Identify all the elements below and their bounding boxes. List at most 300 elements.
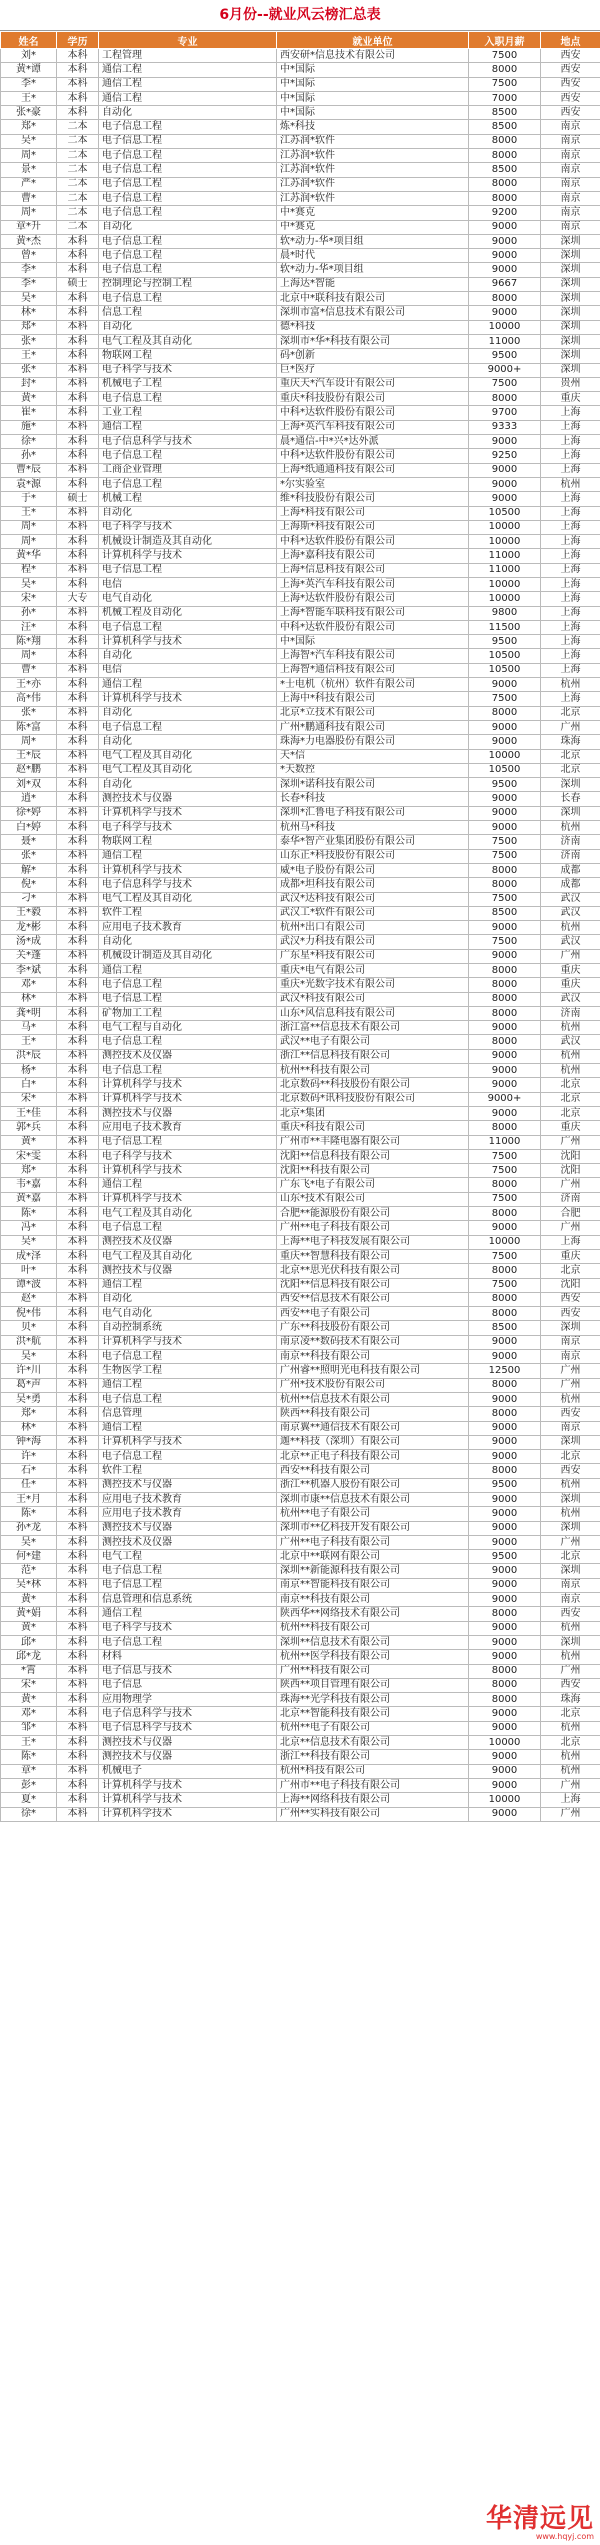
- cell-employer: *士电机（杭州）软件有限公司: [277, 678, 469, 692]
- cell-employer: 上海智*汽车科技有限公司: [277, 649, 469, 663]
- table-row: [1, 1521, 600, 1535]
- cell-degree: 本科: [57, 863, 99, 877]
- table-row: [1, 1378, 600, 1392]
- cell-name: 孙*龙: [1, 1521, 57, 1535]
- cell-major: 通信工程: [99, 420, 277, 434]
- cell-name: 逍*: [1, 792, 57, 806]
- cell-salary: 8000: [469, 1292, 541, 1306]
- cell-employer: 浙江**信息科技有限公司: [277, 1049, 469, 1063]
- cell-degree: 本科: [57, 663, 99, 677]
- table-row: [1, 1249, 600, 1263]
- cell-salary: 9000: [469, 1392, 541, 1406]
- table-row: [1, 449, 600, 463]
- table-row: [1, 1607, 600, 1621]
- cell-major: 电子信息工程: [99, 1450, 277, 1464]
- cell-major: 电气工程及其自动化: [99, 1249, 277, 1263]
- cell-location: 南京: [541, 134, 600, 148]
- cell-name: 吴*: [1, 1535, 57, 1549]
- cell-degree: 本科: [57, 334, 99, 348]
- cell-name: 吴*: [1, 1350, 57, 1364]
- cell-employer: 广东飞*电子有限公司: [277, 1178, 469, 1192]
- cell-location: 上海: [541, 577, 600, 591]
- cell-major: 信息工程: [99, 306, 277, 320]
- table-row: [1, 1064, 600, 1078]
- cell-employer: 北京**思光伏科技有限公司: [277, 1264, 469, 1278]
- cell-degree: 本科: [57, 1092, 99, 1106]
- table-row: [1, 563, 600, 577]
- cell-major: 通信工程: [99, 1178, 277, 1192]
- cell-degree: 本科: [57, 1492, 99, 1506]
- cell-location: 西安: [541, 1407, 600, 1421]
- cell-name: 袁*源: [1, 477, 57, 491]
- cell-name: 徐*: [1, 1807, 57, 1821]
- cell-salary: 9000+: [469, 363, 541, 377]
- cell-major: 电子信息工程: [99, 292, 277, 306]
- cell-major: 工业工程: [99, 406, 277, 420]
- cell-location: 合肥: [541, 1207, 600, 1221]
- cell-degree: 大专: [57, 592, 99, 606]
- cell-name: 张*: [1, 849, 57, 863]
- cell-name: 王*亦: [1, 678, 57, 692]
- cell-name: 关*蓬: [1, 949, 57, 963]
- cell-degree: 本科: [57, 1307, 99, 1321]
- table-row: [1, 234, 600, 248]
- cell-major: 电气工程及其自动化: [99, 334, 277, 348]
- cell-major: 自动化: [99, 220, 277, 234]
- table-row: [1, 1264, 600, 1278]
- cell-major: 电子信息工程: [99, 978, 277, 992]
- table-row: [1, 863, 600, 877]
- table-row: [1, 1807, 600, 1821]
- cell-employer: 北京**智能科技有限公司: [277, 1707, 469, 1721]
- table-row: [1, 1335, 600, 1349]
- cell-employer: 武汉*达科技有限公司: [277, 892, 469, 906]
- table-row: [1, 1764, 600, 1778]
- cell-employer: 杭州**电子有限公司: [277, 1507, 469, 1521]
- cell-name: 李*: [1, 77, 57, 91]
- cell-salary: 7500: [469, 892, 541, 906]
- cell-name: 徐*: [1, 435, 57, 449]
- cell-degree: 本科: [57, 1764, 99, 1778]
- cell-salary: 9000: [469, 1564, 541, 1578]
- cell-degree: 本科: [57, 563, 99, 577]
- cell-name: 赵*: [1, 1292, 57, 1306]
- cell-degree: 本科: [57, 649, 99, 663]
- table-row: [1, 1507, 600, 1521]
- cell-degree: 本科: [57, 1464, 99, 1478]
- cell-salary: 10500: [469, 763, 541, 777]
- cell-location: 南京: [541, 177, 600, 191]
- cell-major: 通信工程: [99, 1278, 277, 1292]
- cell-location: 上海: [541, 535, 600, 549]
- cell-salary: 9000: [469, 806, 541, 820]
- cell-location: 西安: [541, 91, 600, 105]
- cell-employer: 武汉工*软件有限公司: [277, 906, 469, 920]
- cell-name: 王*: [1, 91, 57, 105]
- cell-degree: 本科: [57, 463, 99, 477]
- table-row: [1, 77, 600, 91]
- table-row: [1, 1450, 600, 1464]
- cell-location: 西安: [541, 1607, 600, 1621]
- cell-location: 济南: [541, 849, 600, 863]
- cell-location: 北京: [541, 1450, 600, 1464]
- table-row: [1, 1035, 600, 1049]
- table-row: [1, 463, 600, 477]
- cell-location: 西安: [541, 1678, 600, 1692]
- cell-degree: 本科: [57, 620, 99, 634]
- cell-name: 邱*龙: [1, 1650, 57, 1664]
- cell-name: 郑*: [1, 120, 57, 134]
- cell-location: 南京: [541, 120, 600, 134]
- cell-degree: 本科: [57, 1006, 99, 1020]
- cell-major: 电子信息工程: [99, 992, 277, 1006]
- table-row: [1, 1021, 600, 1035]
- cell-major: 测控技术与仪器: [99, 1478, 277, 1492]
- cell-salary: 9000: [469, 1750, 541, 1764]
- cell-name: 郭*兵: [1, 1121, 57, 1135]
- table-row: [1, 1435, 600, 1449]
- cell-employer: 江苏润*软件: [277, 134, 469, 148]
- cell-major: 电气工程及其自动化: [99, 763, 277, 777]
- cell-employer: *天数控: [277, 763, 469, 777]
- cell-salary: 9000: [469, 306, 541, 320]
- cell-location: 北京: [541, 706, 600, 720]
- cell-location: 珠海: [541, 735, 600, 749]
- cell-salary: 11500: [469, 620, 541, 634]
- cell-name: 刁*: [1, 892, 57, 906]
- cell-salary: 10000: [469, 320, 541, 334]
- cell-location: 南京: [541, 163, 600, 177]
- cell-major: 应用电子技术教育: [99, 1492, 277, 1506]
- cell-salary: 8000: [469, 149, 541, 163]
- cell-location: 沈阳: [541, 1149, 600, 1163]
- cell-salary: 8500: [469, 163, 541, 177]
- table-row: [1, 1535, 600, 1549]
- cell-salary: 11000: [469, 549, 541, 563]
- cell-degree: 本科: [57, 792, 99, 806]
- table-row: [1, 177, 600, 191]
- table-row: [1, 720, 600, 734]
- cell-name: 孙*: [1, 449, 57, 463]
- cell-location: 上海: [541, 635, 600, 649]
- table-row: [1, 1207, 600, 1221]
- cell-degree: 本科: [57, 1421, 99, 1435]
- cell-salary: 9000: [469, 792, 541, 806]
- cell-major: 电气工程与自动化: [99, 1021, 277, 1035]
- cell-location: 广州: [541, 1778, 600, 1792]
- cell-major: 电子信息工程: [99, 134, 277, 148]
- cell-salary: 8000: [469, 1307, 541, 1321]
- cell-name: 黄*: [1, 1135, 57, 1149]
- cell-location: 北京: [541, 1707, 600, 1721]
- cell-location: 杭州: [541, 1049, 600, 1063]
- cell-salary: 9800: [469, 606, 541, 620]
- cell-employer: 武汉*力科技有限公司: [277, 935, 469, 949]
- cell-name: 许*川: [1, 1364, 57, 1378]
- cell-employer: 重庆天*汽车设计有限公司: [277, 377, 469, 391]
- table-row: [1, 1078, 600, 1092]
- cell-employer: 上海*英汽车科技有限公司: [277, 420, 469, 434]
- cell-name: 张*: [1, 363, 57, 377]
- cell-salary: 8500: [469, 106, 541, 120]
- cell-location: 深圳: [541, 277, 600, 291]
- cell-location: 上海: [541, 563, 600, 577]
- cell-name: 冯*: [1, 1221, 57, 1235]
- table-row: [1, 1478, 600, 1492]
- cell-degree: 本科: [57, 906, 99, 920]
- cell-major: 电气工程: [99, 1550, 277, 1564]
- cell-salary: 9000: [469, 220, 541, 234]
- cell-salary: 9250: [469, 449, 541, 463]
- table-row: [1, 506, 600, 520]
- cell-degree: 本科: [57, 1435, 99, 1449]
- cell-major: 计算机科学与技术: [99, 1335, 277, 1349]
- table-row: [1, 63, 600, 77]
- cell-employer: 杭州*出口有限公司: [277, 921, 469, 935]
- cell-name: 孙*: [1, 606, 57, 620]
- cell-location: 上海: [541, 692, 600, 706]
- cell-salary: 9000: [469, 1650, 541, 1664]
- cell-employer: 成都*坦科技有限公司: [277, 878, 469, 892]
- table-row: [1, 1006, 600, 1020]
- cell-salary: 9667: [469, 277, 541, 291]
- cell-major: 测控技术及仪器: [99, 1049, 277, 1063]
- cell-employer: 广州*鹏通科技有限公司: [277, 720, 469, 734]
- cell-major: 计算机科学与技术: [99, 863, 277, 877]
- cell-name: 陈*: [1, 1507, 57, 1521]
- cell-salary: 9000: [469, 949, 541, 963]
- table-row: [1, 149, 600, 163]
- cell-employer: 西安**电子有限公司: [277, 1307, 469, 1321]
- cell-major: 电子信息科学与技术: [99, 1707, 277, 1721]
- cell-employer: 上海中*科技有限公司: [277, 692, 469, 706]
- table-row: [1, 1092, 600, 1106]
- cell-major: 机械设计制造及其自动化: [99, 949, 277, 963]
- table-row: [1, 120, 600, 134]
- cell-location: 杭州: [541, 821, 600, 835]
- cell-major: 电信: [99, 663, 277, 677]
- cell-salary: 8000: [469, 1121, 541, 1135]
- cell-name: 解*: [1, 863, 57, 877]
- cell-employer: 上海**电子科技发展有限公司: [277, 1235, 469, 1249]
- cell-major: 自动化: [99, 106, 277, 120]
- cell-salary: 7500: [469, 849, 541, 863]
- cell-location: 上海: [541, 1793, 600, 1807]
- table-row: [1, 277, 600, 291]
- cell-degree: 本科: [57, 420, 99, 434]
- cell-major: 电子信息工程: [99, 1035, 277, 1049]
- cell-major: 电子信息工程: [99, 120, 277, 134]
- cell-name: 程*: [1, 563, 57, 577]
- cell-major: 生物医学工程: [99, 1364, 277, 1378]
- cell-degree: 本科: [57, 678, 99, 692]
- cell-degree: 本科: [57, 749, 99, 763]
- cell-location: 深圳: [541, 334, 600, 348]
- cell-major: 电气自动化: [99, 1307, 277, 1321]
- cell-name: 黄*: [1, 392, 57, 406]
- cell-degree: 本科: [57, 1035, 99, 1049]
- cell-degree: 本科: [57, 849, 99, 863]
- cell-employer: 珠海**光学科技有限公司: [277, 1693, 469, 1707]
- cell-major: 电子科学与技术: [99, 363, 277, 377]
- cell-location: 北京: [541, 1264, 600, 1278]
- cell-location: 北京: [541, 1550, 600, 1564]
- cell-employer: 广州**电子科技有限公司: [277, 1535, 469, 1549]
- cell-location: 上海: [541, 606, 600, 620]
- cell-degree: 本科: [57, 1535, 99, 1549]
- cell-name: 葛*声: [1, 1378, 57, 1392]
- cell-salary: 9000: [469, 1350, 541, 1364]
- cell-degree: 本科: [57, 1278, 99, 1292]
- cell-major: 电子信息: [99, 1678, 277, 1692]
- cell-name: 林*: [1, 992, 57, 1006]
- cell-major: 电子信息科学与技术: [99, 435, 277, 449]
- cell-name: 吴*: [1, 577, 57, 591]
- cell-salary: 9000: [469, 1049, 541, 1063]
- cell-degree: 本科: [57, 1607, 99, 1621]
- table-row: [1, 1049, 600, 1063]
- cell-employer: 中*国际: [277, 106, 469, 120]
- cell-major: 测控技术与仪器: [99, 1106, 277, 1120]
- cell-location: 杭州: [541, 1021, 600, 1035]
- cell-employer: 广东**科技股份有限公司: [277, 1321, 469, 1335]
- cell-salary: 9000: [469, 1106, 541, 1120]
- cell-name: 周*: [1, 649, 57, 663]
- cell-employer: 南京**科技有限公司: [277, 1350, 469, 1364]
- cell-major: 电子信息科学与技术: [99, 878, 277, 892]
- cell-salary: 9000: [469, 463, 541, 477]
- cell-salary: 8000: [469, 863, 541, 877]
- cell-degree: 二本: [57, 206, 99, 220]
- cell-employer: 上海智*通信科技有限公司: [277, 663, 469, 677]
- cell-degree: 硕士: [57, 492, 99, 506]
- cell-location: 北京: [541, 1736, 600, 1750]
- cell-employer: 上海斯*科技有限公司: [277, 520, 469, 534]
- cell-location: 上海: [541, 1235, 600, 1249]
- cell-salary: 9000: [469, 1450, 541, 1464]
- cell-location: 西安: [541, 49, 600, 63]
- cell-degree: 本科: [57, 1021, 99, 1035]
- cell-employer: 广州市**丰隆电器有限公司: [277, 1135, 469, 1149]
- cell-location: 杭州: [541, 477, 600, 491]
- cell-name: 于*: [1, 492, 57, 506]
- cell-location: 杭州: [541, 1392, 600, 1406]
- cell-major: 计算机科学技术: [99, 1807, 277, 1821]
- cell-location: 成都: [541, 863, 600, 877]
- cell-major: 通信工程: [99, 849, 277, 863]
- cell-major: 电子信息工程: [99, 234, 277, 248]
- cell-name: 张*: [1, 334, 57, 348]
- cell-name: 李*: [1, 277, 57, 291]
- table-row: [1, 835, 600, 849]
- cell-employer: 山东*风信息科技有限公司: [277, 1006, 469, 1020]
- cell-salary: 7500: [469, 1249, 541, 1263]
- cell-location: 深圳: [541, 806, 600, 820]
- cell-major: 计算机科学与技术: [99, 1164, 277, 1178]
- cell-major: 通信工程: [99, 1421, 277, 1435]
- cell-employer: 北京*集团: [277, 1106, 469, 1120]
- cell-salary: 8000: [469, 1678, 541, 1692]
- cell-degree: 本科: [57, 449, 99, 463]
- cell-name: 邓*: [1, 1707, 57, 1721]
- table-row: [1, 935, 600, 949]
- cell-name: 刘*: [1, 49, 57, 63]
- cell-degree: 本科: [57, 1564, 99, 1578]
- cell-location: 上海: [541, 463, 600, 477]
- cell-location: 杭州: [541, 1621, 600, 1635]
- cell-employer: 重庆*科技有限公司: [277, 1121, 469, 1135]
- cell-salary: 8000: [469, 1407, 541, 1421]
- cell-name: 黄*杰: [1, 234, 57, 248]
- cell-name: 曹*辰: [1, 463, 57, 477]
- cell-salary: 9000+: [469, 1092, 541, 1106]
- cell-major: 测控技术及仪器: [99, 1535, 277, 1549]
- cell-name: 王*: [1, 1035, 57, 1049]
- cell-name: 陈*: [1, 1750, 57, 1764]
- table-row: [1, 649, 600, 663]
- cell-location: 武汉: [541, 935, 600, 949]
- cell-degree: 本科: [57, 1121, 99, 1135]
- cell-location: 沈阳: [541, 1164, 600, 1178]
- cell-location: 广州: [541, 1364, 600, 1378]
- cell-degree: 本科: [57, 1407, 99, 1421]
- cell-salary: 9000: [469, 1535, 541, 1549]
- cell-name: 吴*勇: [1, 1392, 57, 1406]
- cell-salary: 8000: [469, 1207, 541, 1221]
- cell-degree: 本科: [57, 892, 99, 906]
- cell-degree: 本科: [57, 1378, 99, 1392]
- table-row: [1, 892, 600, 906]
- cell-degree: 本科: [57, 1693, 99, 1707]
- cell-name: 陈*富: [1, 720, 57, 734]
- cell-employer: 深圳**新能源科技有限公司: [277, 1564, 469, 1578]
- cell-employer: 江苏润*软件: [277, 191, 469, 205]
- cell-location: 沈阳: [541, 1278, 600, 1292]
- cell-salary: 8000: [469, 1006, 541, 1020]
- cell-salary: 8000: [469, 706, 541, 720]
- cell-name: 倪*: [1, 878, 57, 892]
- cell-degree: 本科: [57, 1192, 99, 1206]
- cell-name: 林*: [1, 1421, 57, 1435]
- cell-salary: 9000: [469, 1078, 541, 1092]
- cell-employer: 深圳**信息技术有限公司: [277, 1635, 469, 1649]
- cell-major: 电子信息与技术: [99, 1664, 277, 1678]
- cell-major: 电子科学与技术: [99, 821, 277, 835]
- cell-salary: 9000: [469, 1492, 541, 1506]
- cell-location: 武汉: [541, 992, 600, 1006]
- cell-location: 重庆: [541, 964, 600, 978]
- cell-employer: 软*动力-华*项目组: [277, 234, 469, 248]
- cell-degree: 本科: [57, 535, 99, 549]
- table-row: [1, 535, 600, 549]
- cell-major: 自动化: [99, 320, 277, 334]
- cell-employer: 陕西华**网络技术有限公司: [277, 1607, 469, 1621]
- table-row: [1, 392, 600, 406]
- cell-employer: 沈阳**科技有限公司: [277, 1164, 469, 1178]
- cell-degree: 本科: [57, 392, 99, 406]
- cell-name: 何*建: [1, 1550, 57, 1564]
- table-row: [1, 377, 600, 391]
- cell-location: 上海: [541, 506, 600, 520]
- cell-name: 黄*: [1, 1693, 57, 1707]
- cell-salary: 11000: [469, 334, 541, 348]
- cell-salary: 9000: [469, 1578, 541, 1592]
- cell-location: 深圳: [541, 1564, 600, 1578]
- cell-employer: 上海*达软件股份有限公司: [277, 592, 469, 606]
- table-row: [1, 663, 600, 677]
- cell-degree: 本科: [57, 706, 99, 720]
- cell-name: 聂*: [1, 835, 57, 849]
